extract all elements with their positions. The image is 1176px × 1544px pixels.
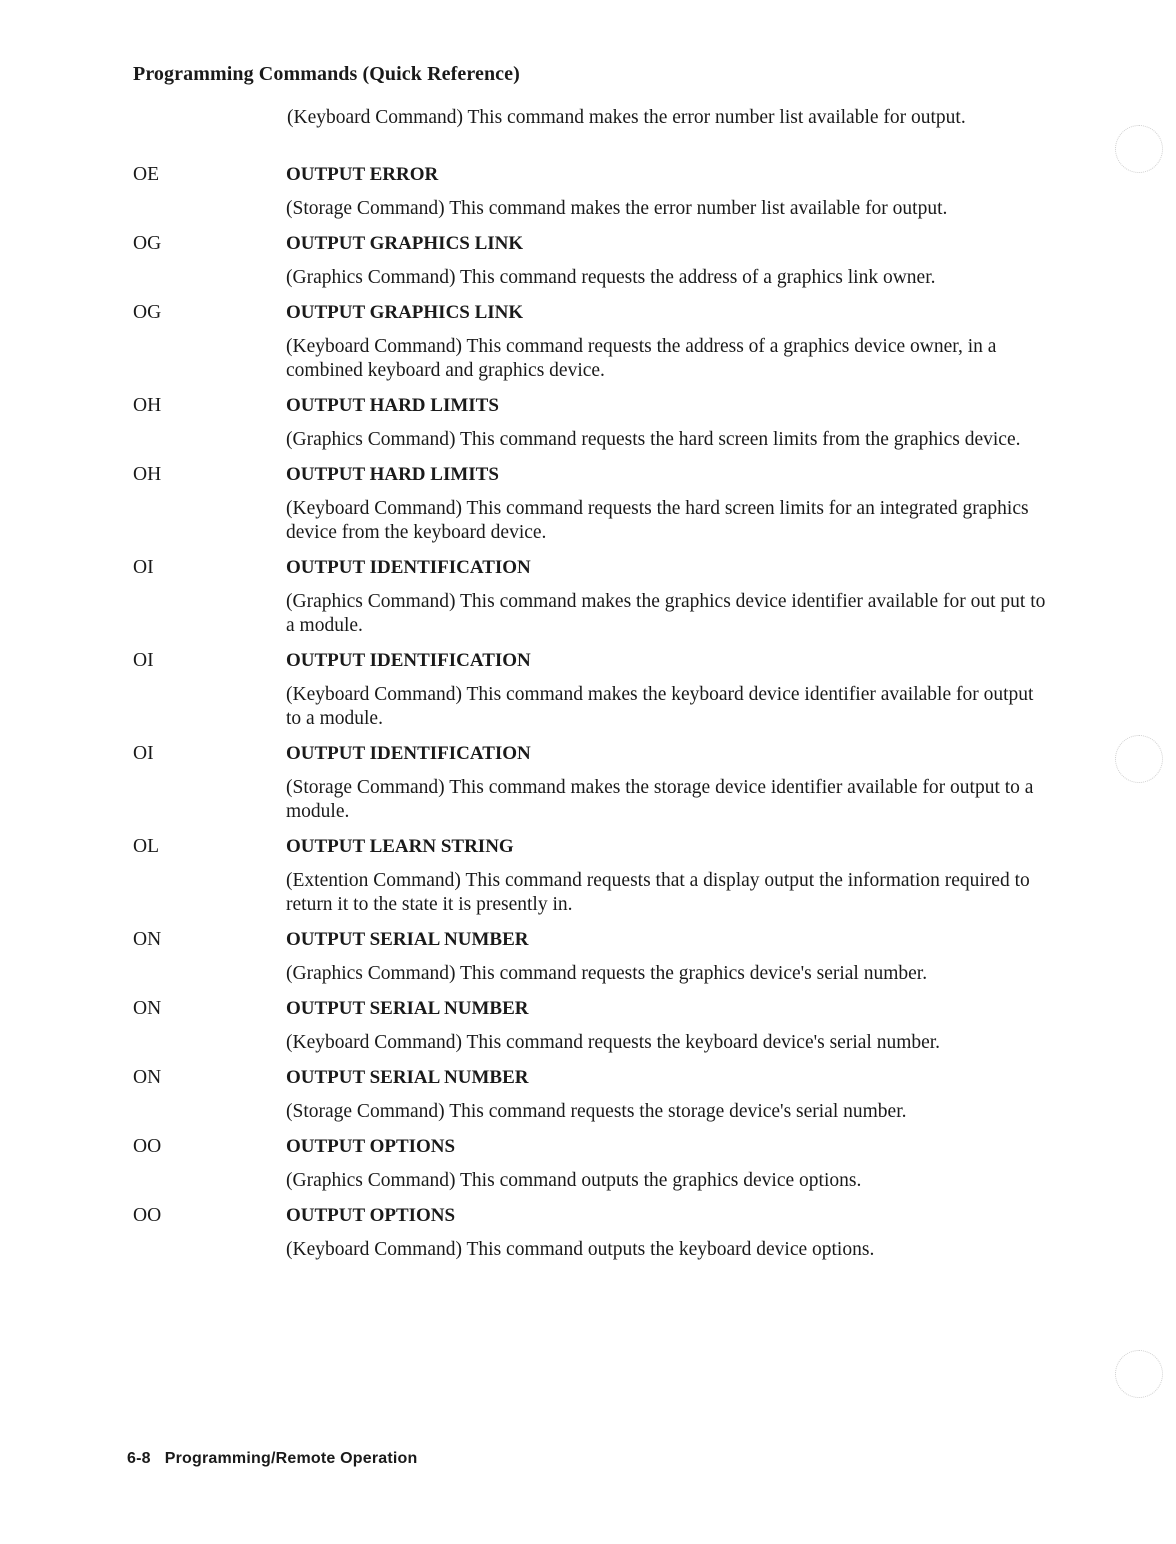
command-code: OO: [133, 1136, 162, 1157]
command-code: OH: [133, 395, 162, 416]
page-header: Programming Commands (Quick Reference): [133, 63, 520, 85]
command-entry: [0, 555, 1176, 638]
command-entry: [0, 231, 1176, 290]
command-code: ON: [133, 998, 162, 1019]
command-list: [0, 162, 1176, 1272]
command-code: OG: [133, 302, 162, 323]
command-name: OUTPUT ERROR: [286, 164, 439, 185]
command-description: (Storage Command) This command requests the storage device's serial number.: [286, 1101, 907, 1122]
command-name: OUTPUT HARD LIMITS: [286, 464, 499, 485]
command-description: (Graphics Command) This command requests the address of a graphics link owner.: [286, 267, 936, 288]
command-description: (Graphics Command) This command outputs the graphics device options.: [286, 1170, 862, 1191]
page-number: 6-8: [127, 1450, 151, 1467]
command-code: ON: [133, 1067, 162, 1088]
command-name: OUTPUT IDENTIFICATION: [286, 650, 531, 671]
command-description: (Storage Command) This command makes the storage device identifier available for output to a module.: [286, 777, 1034, 822]
command-name: OUTPUT OPTIONS: [286, 1205, 456, 1226]
command-name: OUTPUT HARD LIMITS: [286, 395, 499, 416]
command-entry: [0, 996, 1176, 1055]
command-description: (Graphics Command) This command makes the graphics device identifier available for out put to a module.: [286, 591, 1046, 636]
command-description: (Keyboard Command) This command outputs the keyboard device options.: [286, 1239, 875, 1260]
command-name: OUTPUT OPTIONS: [286, 1136, 456, 1157]
command-code: OI: [133, 743, 154, 764]
command-code: OI: [133, 650, 154, 671]
command-entry: [0, 162, 1176, 221]
command-code: ON: [133, 929, 162, 950]
command-entry: [0, 648, 1176, 731]
command-description: (Extention Command) This command requests that a display output the information required to return it to the state it is presently in.: [286, 870, 1030, 915]
page-footer: [127, 1450, 417, 1468]
command-name: OUTPUT IDENTIFICATION: [286, 743, 531, 764]
command-name: OUTPUT IDENTIFICATION: [286, 557, 531, 578]
command-entry: [0, 393, 1176, 452]
command-code: OH: [133, 464, 162, 485]
command-entry: [0, 927, 1176, 986]
command-code: OE: [133, 164, 159, 185]
command-entry: [0, 300, 1176, 383]
command-description: (Storage Command) This command makes the error number list available for output.: [286, 198, 948, 219]
command-code: OO: [133, 1205, 162, 1226]
binder-hole: [1115, 125, 1163, 173]
binder-hole: [1115, 735, 1163, 783]
command-code: OI: [133, 557, 154, 578]
lead-description: (Keyboard Command) This command makes the error number list available for output.: [287, 107, 966, 128]
command-name: OUTPUT LEARN STRING: [286, 836, 514, 857]
command-entry: [0, 834, 1176, 917]
command-name: OUTPUT SERIAL NUMBER: [286, 929, 529, 950]
command-name: OUTPUT GRAPHICS LINK: [286, 302, 524, 323]
command-entry: [0, 1065, 1176, 1124]
command-description: (Keyboard Command) This command requests the keyboard device's serial number.: [286, 1032, 941, 1053]
command-entry: [0, 1203, 1176, 1262]
command-name: OUTPUT SERIAL NUMBER: [286, 998, 529, 1019]
command-name: OUTPUT SERIAL NUMBER: [286, 1067, 529, 1088]
command-code: OG: [133, 233, 162, 254]
section-title: Programming/Remote Operation: [164, 1450, 418, 1467]
command-code: OL: [133, 836, 159, 857]
command-description: (Keyboard Command) This command requests the address of a graphics device owner, in a combined keyboard and graphics device.: [286, 336, 997, 381]
command-description: (Keyboard Command) This command makes the keyboard device identifier available for output to a module.: [286, 684, 1034, 729]
command-description: (Graphics Command) This command requests the graphics device's serial number.: [286, 963, 928, 984]
command-entry: [0, 462, 1176, 545]
command-entry: [0, 741, 1176, 824]
command-description: (Keyboard Command) This command requests the hard screen limits for an integrated graphics device from the keyboard device.: [286, 498, 1029, 543]
command-entry: [0, 1134, 1176, 1193]
command-description: (Graphics Command) This command requests the hard screen limits from the graphics device.: [286, 429, 1021, 450]
binder-hole: [1115, 1350, 1163, 1398]
command-name: OUTPUT GRAPHICS LINK: [286, 233, 524, 254]
